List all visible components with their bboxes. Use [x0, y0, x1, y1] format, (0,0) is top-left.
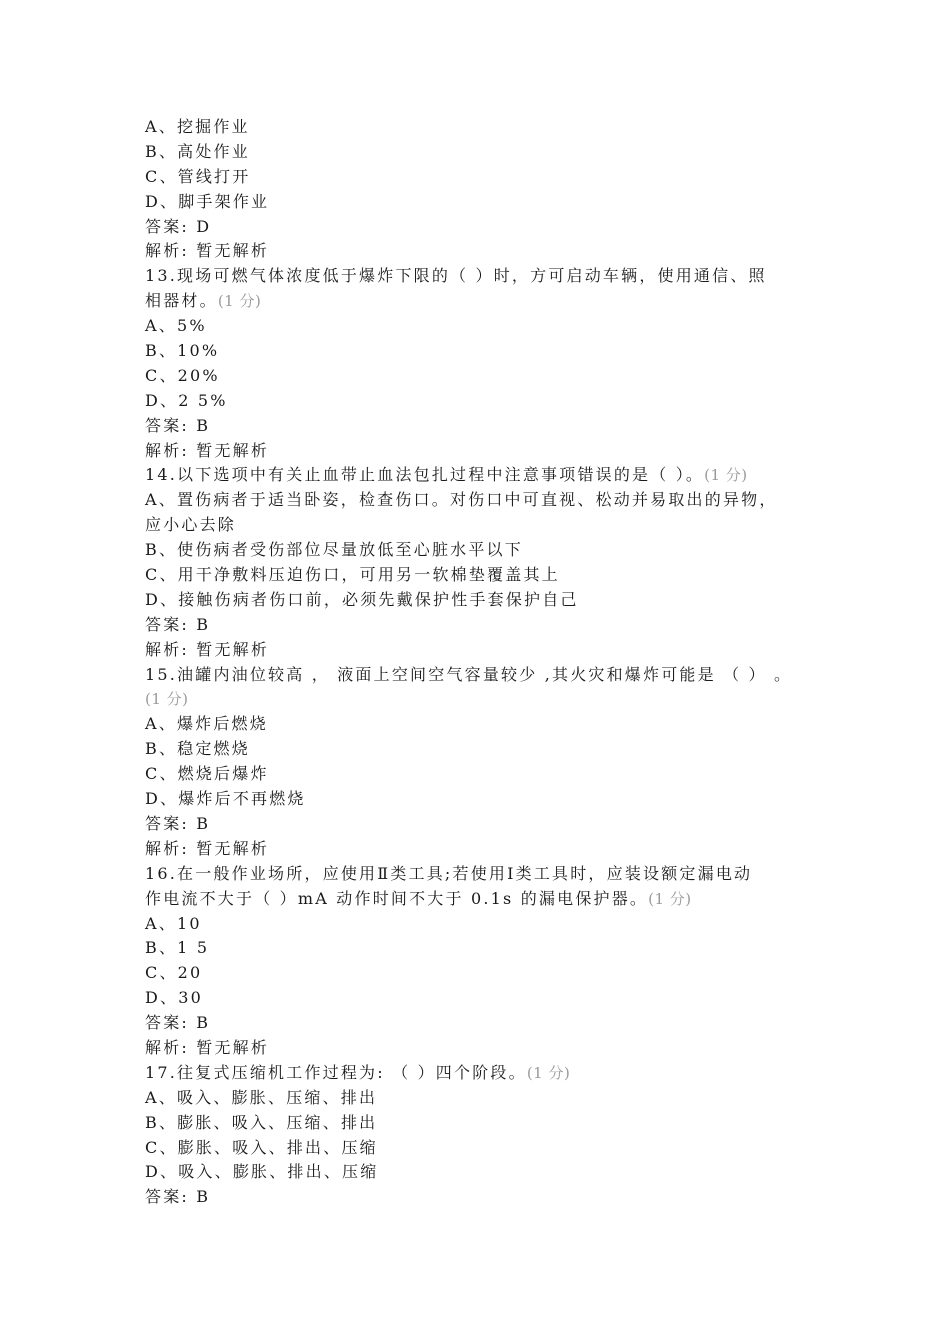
- q16-stem-line1: 16.在一般作业场所，应使用Ⅱ类工具;若使用Ⅰ类工具时，应装设额定漏电动: [145, 863, 753, 883]
- q13-points: (1 分): [217, 292, 262, 311]
- q16-answer: 答案: B: [145, 1013, 211, 1033]
- q14-stem-line1: [145, 463, 825, 488]
- q16-option-d: D、30: [145, 988, 203, 1008]
- q17-option-b: B、膨胀、吸入、压缩、排出: [145, 1112, 378, 1132]
- q13-analysis: 解析: 暂无解析: [145, 440, 270, 460]
- q14-analysis: 解析: 暂无解析: [145, 639, 270, 659]
- q13-stem-line2: [145, 289, 825, 314]
- q17-stem-line1: [145, 1061, 825, 1086]
- q14-option-a-line1: A、置伤病者于适当卧姿，检查伤口。对伤口中可直视、松动并易取出的异物，: [145, 490, 778, 510]
- exam-page: [145, 115, 825, 1210]
- q16-points: (1 分): [648, 889, 692, 908]
- q12-option-a: A、挖掘作业: [145, 117, 250, 136]
- q16-analysis: 解析: 暂无解析: [145, 1037, 270, 1057]
- q12-option-c: C、管线打开: [145, 166, 251, 186]
- q15-points-line: [145, 687, 825, 712]
- q13-stem-text: 相器材。: [145, 291, 218, 311]
- q16-stem-text: 作电流不大于（ ）mA 动作时间不大于 0.1s 的漏电保护器。: [145, 888, 649, 908]
- q15-points: (1 分): [145, 690, 189, 709]
- q14-option-c: C、用干净敷料压迫伤口，可用另一软棉垫覆盖其上: [145, 565, 560, 585]
- q14-answer: 答案: B: [145, 614, 211, 634]
- q13-option-a: A、5%: [145, 316, 207, 336]
- q13-option-d: D、2 5%: [145, 390, 228, 410]
- q13-option-c: C、20%: [145, 365, 220, 385]
- q14-points: (1 分): [704, 466, 748, 485]
- q13-answer: 答案: B: [145, 415, 211, 435]
- q14-option-d: D、接触伤病者伤口前，必须先戴保护性手套保护自己: [145, 589, 579, 609]
- q14-stem-text: 14.以下选项中有关止血带止血法包扎过程中注意事项错误的是（ ）。: [145, 465, 705, 485]
- q15-option-a: A、爆炸后燃烧: [145, 714, 268, 734]
- q12-answer: 答案: D: [145, 216, 212, 236]
- q17-stem-text: 17.往复式压缩机工作过程为: （ ）四个阶段。: [145, 1062, 527, 1082]
- q13-stem-line1: 13.现场可燃气体浓度低于爆炸下限的（ ）时，方可启动车辆，使用通信、照: [145, 266, 767, 286]
- q17-points: (1 分): [526, 1063, 571, 1082]
- q16-option-b: B、1 5: [145, 938, 210, 958]
- q14-option-a-line2: 应小心去除: [145, 515, 237, 535]
- q17-option-c: C、膨胀、吸入、排出、压缩: [145, 1137, 378, 1157]
- q17-option-d: D、吸入、膨胀、排出、压缩: [145, 1162, 379, 1182]
- q15-analysis: 解析: 暂无解析: [145, 838, 270, 858]
- q15-stem-line1: 15.油罐内油位较高 ， 液面上空间空气容量较少 ,其火灾和爆炸可能是 （ ） 。: [145, 664, 793, 684]
- q13-option-b: B、10%: [145, 341, 220, 361]
- q12-analysis: 解析: 暂无解析: [145, 241, 270, 261]
- q15-option-d: D、爆炸后不再燃烧: [145, 789, 306, 809]
- q17-answer: 答案: B: [145, 1187, 211, 1207]
- q16-stem-line2: [145, 887, 825, 912]
- q14-option-b: B、使伤病者受伤部位尽量放低至心脏水平以下: [145, 540, 523, 560]
- q16-option-a: A、10: [145, 913, 202, 933]
- q12-option-b: B、高处作业: [145, 141, 250, 161]
- q15-option-b: B、稳定燃烧: [145, 739, 250, 759]
- q15-option-c: C、燃烧后爆炸: [145, 764, 269, 784]
- q16-option-c: C、20: [145, 963, 203, 983]
- q17-option-a: A、吸入、膨胀、压缩、排出: [145, 1087, 378, 1107]
- q12-option-d: D、脚手架作业: [145, 191, 270, 211]
- q15-answer: 答案: B: [145, 813, 211, 833]
